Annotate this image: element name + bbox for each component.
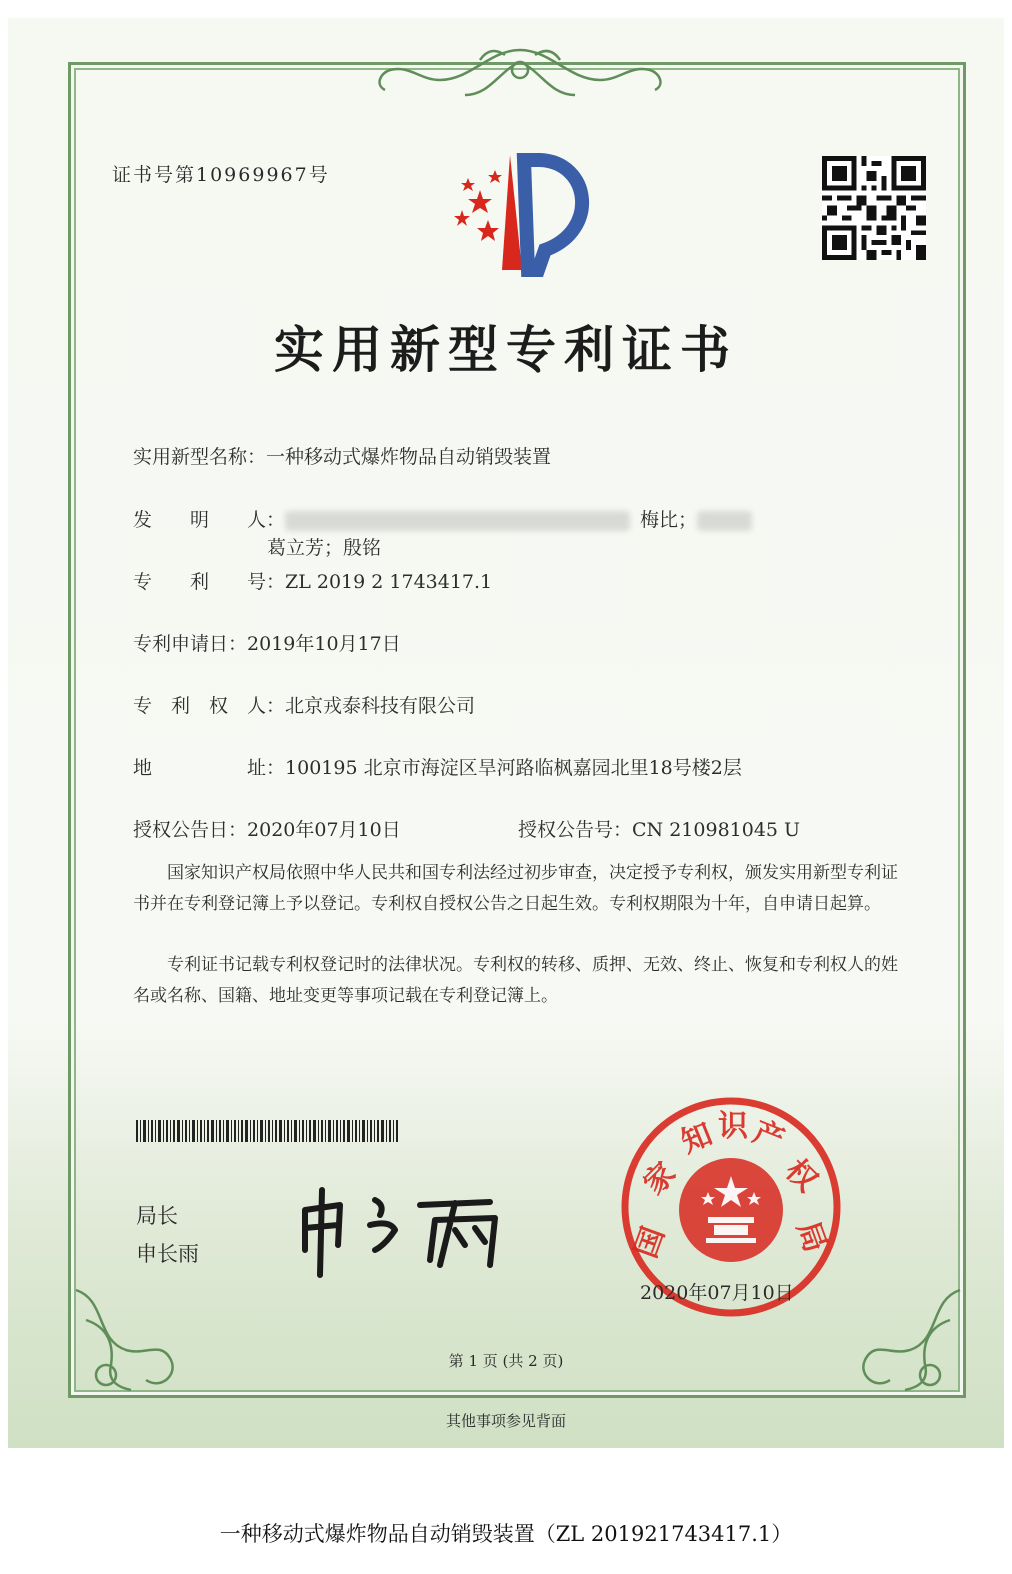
grant-date-value: 2020年07月10日 (247, 819, 401, 841)
signatory-title: 局长 (136, 1204, 178, 1228)
svg-text:识: 识 (718, 1109, 748, 1144)
inventor-row (133, 505, 752, 532)
patent-no-value: ZL 2019 2 1743417.1 (285, 571, 493, 593)
redacted-inventor-block (697, 511, 752, 531)
grant-date-label: 授权公告日： (133, 819, 248, 841)
apply-date-label: 专利申请日： (133, 633, 248, 655)
holder-value: 北京戎泰科技有限公司 (285, 695, 476, 717)
legal-paragraph-2: 专利证书记载专利权登记时的法律状况。专利权的转移、质押、无效、终止、恢复和专利权人的姓名或名称、国籍、地址变更等事项记载在专利登记簿上。 (133, 955, 898, 1006)
legal-paragraph-1: 国家知识产权局依照中华人民共和国专利法经过初步审查，决定授予专利权，颁发实用新型专利证书并在专利登记簿上予以登记。专利权自授权公告之日起生效。专利权期限为十年，自申请日起算。 (133, 863, 898, 914)
apply-date-value: 2019年10月17日 (247, 633, 401, 655)
seal-date: 2020年07月10日 (640, 1282, 794, 1304)
grant-no-label: 授权公告号： (518, 819, 633, 841)
grant-date-row (133, 815, 401, 842)
name-label: 实用新型名称： (133, 446, 267, 468)
address-label: 地 址： (133, 757, 286, 779)
handwritten-signature-icon (290, 1180, 530, 1280)
svg-text:知: 知 (676, 1116, 718, 1161)
inventor-visible-1: 梅比； (640, 509, 698, 531)
holder-label: 专 利 权 人： (133, 695, 286, 717)
svg-text:家: 家 (636, 1155, 683, 1202)
corner-ornament-left-icon (66, 1280, 186, 1400)
patent-holder-row (133, 691, 475, 718)
inventor-label: 发 明 人： (133, 509, 286, 531)
patent-number-row (133, 567, 492, 594)
address-value: 100195 北京市海淀区旱河路临枫嘉园北里18号楼2层 (285, 757, 742, 779)
qr-code-icon (822, 156, 926, 260)
grant-no-value: CN 210981045 U (632, 819, 801, 841)
page-info: 第 1 页 (共 2 页) (448, 1352, 564, 1370)
svg-text:产: 产 (747, 1114, 789, 1159)
svg-text:权: 权 (778, 1152, 825, 1199)
grant-number-row (518, 815, 800, 842)
patent-no-label: 专 利 号： (133, 571, 286, 593)
patent-office-emblem-icon (440, 150, 610, 280)
application-date-row (133, 629, 401, 656)
utility-model-name-row (133, 442, 551, 469)
svg-text:国: 国 (628, 1222, 672, 1263)
corner-ornament-right-icon (850, 1280, 970, 1400)
top-ornament-icon (370, 40, 670, 106)
signatory-name: 申长雨 (136, 1242, 199, 1266)
back-note: 其他事项参见背面 (445, 1412, 566, 1430)
certificate-title: 实用新型专利证书 (274, 320, 738, 379)
address-row (133, 753, 742, 780)
image-caption: 一种移动式爆炸物品自动销毁装置（ZL 201921743417.1） (219, 1522, 793, 1546)
barcode-icon (136, 1120, 398, 1142)
name-value: 一种移动式爆炸物品自动销毁装置 (266, 446, 552, 468)
certificate-number: 证书号第10969967号 (112, 164, 330, 186)
redacted-inventors-block (285, 511, 630, 531)
inventor-row-2: 葛立芳；殷铭 (267, 537, 382, 559)
svg-text:局: 局 (789, 1216, 833, 1257)
